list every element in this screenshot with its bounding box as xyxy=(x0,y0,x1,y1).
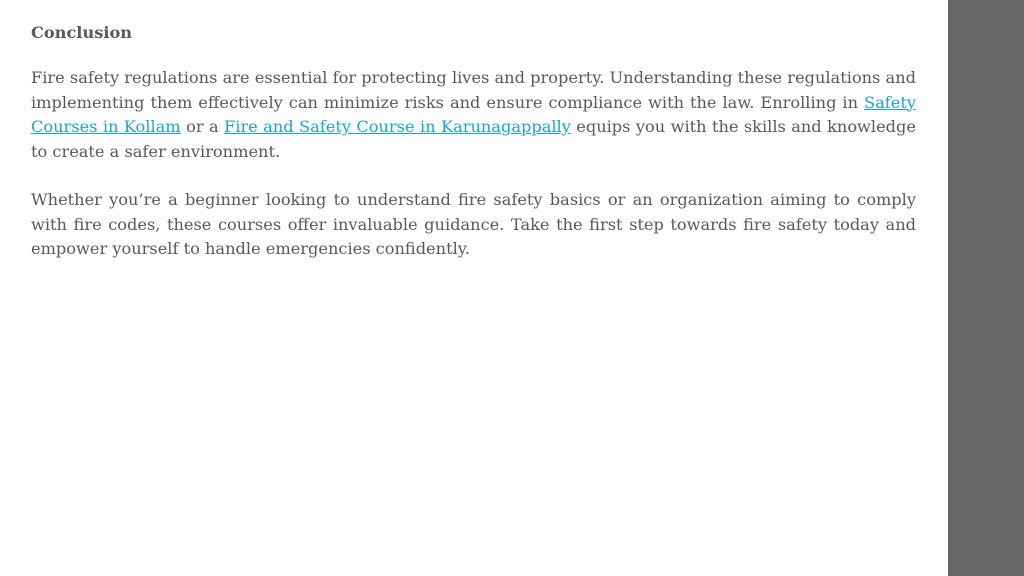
paragraph-regulations xyxy=(31,66,916,164)
paragraph-text: Fire safety regulations are essential for protecting lives and property. Understanding these regulations and implementing them effectively can minimize risks and ensure compliance with the law. Enrolling in xyxy=(31,68,916,112)
right-sidebar-panel xyxy=(948,0,1024,576)
paragraph-text: equips you with the skills and knowledge to create a safer environment. xyxy=(31,117,916,161)
section-heading: Conclusion xyxy=(31,23,133,42)
document-body xyxy=(31,18,916,262)
paragraph-closing: Whether you’re a beginner looking to understand fire safety basics or an organization aiming to comply with fire codes, these courses offer invaluable guidance. Take the first step towards fire safety today and empower yourself to handle emergencies confidently. xyxy=(31,190,916,258)
paragraph-text: or a xyxy=(180,117,225,136)
link-fire-safety-course-karunagappally[interactable]: Fire and Safety Course in Karunagappally xyxy=(224,117,571,136)
link-safety-courses-kollam[interactable]: Safety Courses in Kollam xyxy=(31,92,916,136)
